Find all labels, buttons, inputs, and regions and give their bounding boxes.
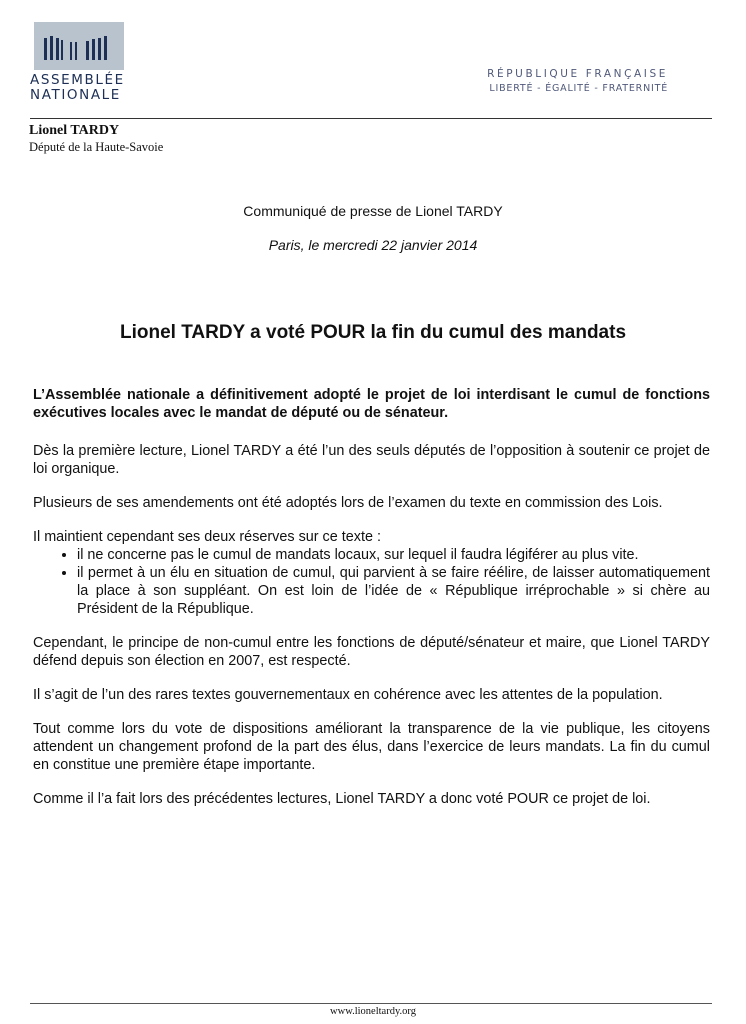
date-line: Paris, le mercredi 22 janvier 2014 (268, 237, 478, 253)
paragraph-1: Dès la première lecture, Lionel TARDY a été l’un des seuls députés de l’opposition à soutenir ce projet de loi organique. (33, 443, 710, 477)
paragraph-2: Plusieurs de ses amendements ont été adoptés lors de l’examen du texte en commission des Lois. (33, 495, 663, 511)
press-release-line: Communiqué de presse de Lionel TARDY (243, 203, 503, 219)
paragraph-3: Il maintient cependant ses deux réserves sur ce texte : (33, 529, 381, 545)
footer-url: www.lioneltardy.org (330, 1006, 416, 1017)
document-body (33, 386, 710, 824)
lead-paragraph: L’Assemblée nationale a définitivement adopté le projet de loi interdisant le cumul de fonctions exécutives locales avec le mandat de député ou de sénateur. (33, 387, 710, 421)
logo-line-2: NATIONALE (30, 87, 121, 103)
paragraph-5: Il s’agit de l’un des rares textes gouvernementaux en cohérence avec les attentes de la population. (33, 687, 663, 703)
hemicycle-icon (34, 22, 124, 70)
reserves-list (33, 546, 710, 618)
list-item: • il ne concerne pas le cumul de mandats locaux, sur lequel il faudra légiférer au plus vite. (77, 546, 710, 564)
paragraph-7: Comme il l’a fait lors des précédentes lectures, Lionel TARDY a donc voté POUR ce projet de loi. (33, 791, 651, 807)
list-item: • il permet à un élu en situation de cumul, qui parvient à se faire réélire, de laisser automatiquement la place à son suppléant. On est loin de l’idée de « République irréprochable » si chère au Président de la République. (77, 564, 710, 618)
paragraph-4: Cependant, le principe de non-cumul entre les fonctions de député/sénateur et maire, que Lionel TARDY défend depuis son élection en 2007, est respecté. (33, 635, 710, 669)
logo-text (30, 73, 126, 103)
footer-divider (30, 1003, 712, 1004)
republic-header (487, 68, 668, 94)
document-title: Lionel TARDY a voté POUR la fin du cumul des mandats (119, 322, 627, 343)
header-divider (30, 118, 712, 119)
deputy-name: Lionel TARDY (29, 123, 120, 138)
logo-line-1: ASSEMBLÉE (30, 72, 125, 88)
deputy-block (29, 123, 163, 155)
assemblee-nationale-logo (30, 22, 126, 103)
deputy-role: Député de la Haute-Savoie (29, 140, 164, 154)
republic-label: RÉPUBLIQUE FRANÇAISE (487, 68, 668, 80)
paragraph-6: Tout comme lors du vote de dispositions améliorant la transparence de la vie publique, les citoyens attendent un changement profond de la part des élus, dans l’exercice de leurs mandats. La fin du cumul en constitue une première étape importante. (33, 721, 710, 773)
motto-label: LIBERTÉ - ÉGALITÉ - FRATERNITÉ (489, 83, 668, 94)
